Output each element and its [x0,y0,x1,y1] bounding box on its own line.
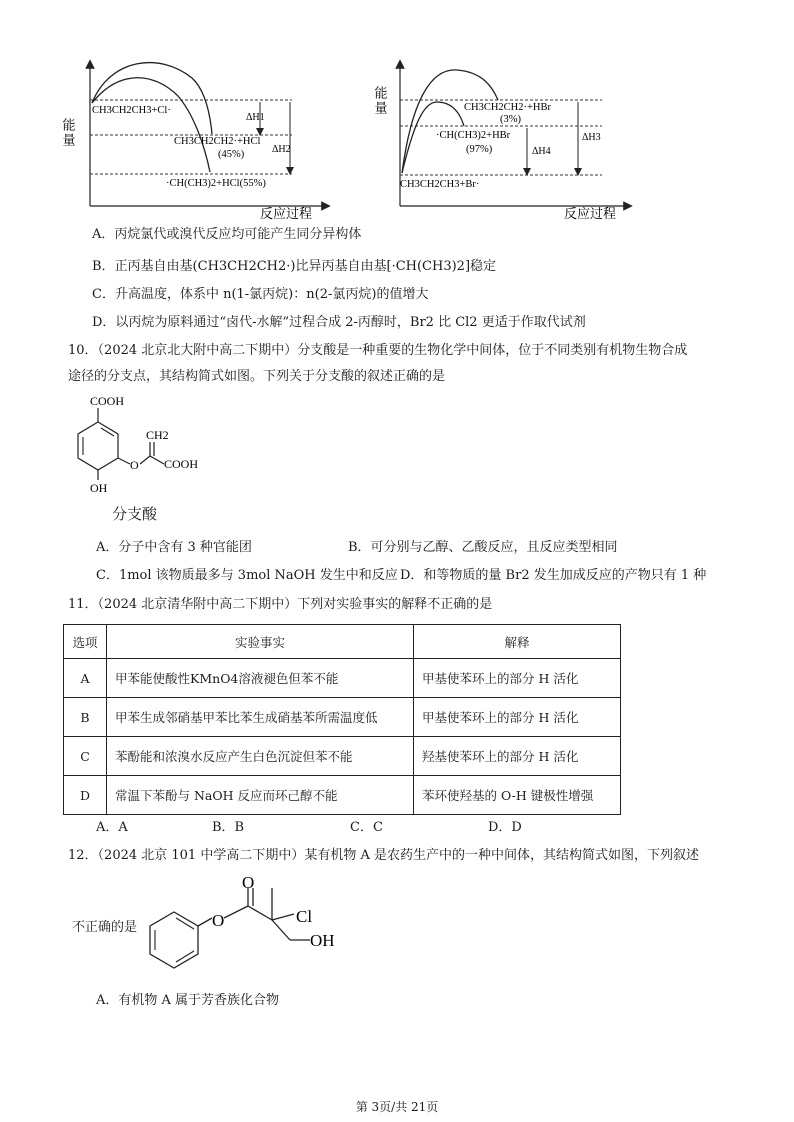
row-option: D [64,776,107,815]
product1-percent: (45%) [218,149,245,160]
q11-stem: 11．（2024 北京清华附中高二下期中）下列对实验事实的解释不正确的是 [68,597,493,612]
reactant-label: CH3CH2CH3+Cl· [92,105,171,116]
row-fact: 甲苯能使酸性KMnO4溶液褪色但苯不能 [107,659,414,698]
q12-stem-line2: 不正确的是 [72,920,138,935]
cooh-side-label: COOH [164,457,199,471]
row-fact: 苯酚能和浓溴水反应产生白色沉淀但苯不能 [107,737,414,776]
row-explanation: 甲基使苯环上的部分 H 活化 [414,659,621,698]
table-header-row [64,625,621,659]
table-row [64,698,621,737]
cooh-top-label: COOH [90,394,125,408]
header-explanation: 解释 [414,625,621,659]
q11-option-d: D．D [488,820,522,835]
q9-option-c: C．升高温度，体系中 n(1-氯丙烷)：n(2-氯丙烷)的值增大 [92,287,429,302]
product2-label: ·CH(CH3)2+HCl(55%) [166,178,266,189]
q11-option-a: A．A [96,820,128,835]
reactant-label: CH3CH2CH3+Br· [400,179,480,190]
row-option: A [64,659,107,698]
structure-caption: 分支酸 [112,505,158,523]
delta-h2-label: ΔH2 [272,144,291,155]
delta-h1-label: ΔH1 [246,112,265,123]
product2-label: ·CH(CH3)2+HBr [436,130,511,141]
ch2-label: CH2 [146,428,169,442]
row-explanation: 苯环使羟基的 O-H 键极性增强 [414,776,621,815]
energy-diagram-chlorination [60,58,332,220]
q10-option-a: A．分子中含有 3 种官能团 [96,540,252,555]
q11-option-c: C．C [350,820,383,835]
row-explanation: 羟基使苯环上的部分 H 活化 [414,737,621,776]
table-row [64,737,621,776]
table-row [64,659,621,698]
table-row [64,776,621,815]
delta-h3-label: ΔH3 [582,132,601,143]
header-option: 选项 [64,625,107,659]
energy-diagram-bromination [372,58,634,220]
q12-stem: 12．（2024 北京 101 中学高二下期中）某有机物 A 是农药生产中的一种中间体，其结构简式如图，下列叙述 [68,848,699,863]
q10-option-c: C．1mol 该物质最多与 3mol NaOH 发生中和反应 [96,568,398,583]
chorismic-acid-structure [68,392,218,502]
header-fact: 实验事实 [107,625,414,659]
q9-option-d: D．以丙烷为原料通过“卤代-水解”过程合成 2-丙醇时，Br2 比 Cl2 更适于作取代试剂 [92,315,586,330]
q10-stem-line2: 途径的分支点，其结构简式如图。下列关于分支酸的叙述正确的是 [68,369,446,384]
row-fact: 常温下苯酚与 NaOH 反应而环己醇不能 [107,776,414,815]
delta-h4-label: ΔH4 [532,146,551,157]
q12-option-a: A．有机物 A 属于芳香族化合物 [96,993,280,1008]
row-fact: 甲苯生成邻硝基甲苯比苯生成硝基苯所需温度低 [107,698,414,737]
oxygen-label: O [130,458,139,472]
product1-label: CH3CH2CH2·+HBr [464,102,552,113]
compound-a-structure [140,876,370,986]
row-explanation: 甲基使苯环上的部分 H 活化 [414,698,621,737]
chlorine-label: Cl [296,907,313,926]
q11-option-b: B．B [212,820,245,835]
carbonyl-oxygen-label: O [242,876,255,892]
q9-option-a: A．丙烷氯代或溴代反应均可能产生同分异构体 [92,227,362,242]
q9-option-b: B．正丙基自由基(CH3CH2CH2·)比异丙基自由基[·CH(CH3)2]稳定 [92,259,497,274]
hydroxyl-label: OH [310,931,335,950]
x-axis-label: 反应过程 [260,206,313,220]
ester-oxygen-label: O [212,911,225,930]
q10-stem-line1: 10．（2024 北京北大附中高二下期中）分支酸是一种重要的生物化学中间体，位于不同类别有机物生物合成 [68,343,688,358]
product1-label: CH3CH2CH2·+HCl [174,136,261,147]
x-axis-label: 反应过程 [564,206,617,220]
row-option: C [64,737,107,776]
product2-percent: (97%) [466,144,493,155]
y-axis-label: 能量 [60,118,76,148]
q10-option-b: B．可分别与乙醇、乙酸反应，且反应类型相同 [348,540,618,555]
product1-percent: (3%) [500,114,521,125]
q10-option-d: D．和等物质的量 Br2 发生加成反应的产物只有 1 种 [400,568,707,583]
y-axis-label: 能量 [372,86,388,116]
experiment-table [63,624,621,815]
page-number: 第 3页/共 21页 [355,1100,439,1114]
row-option: B [64,698,107,737]
oh-label: OH [90,481,108,495]
